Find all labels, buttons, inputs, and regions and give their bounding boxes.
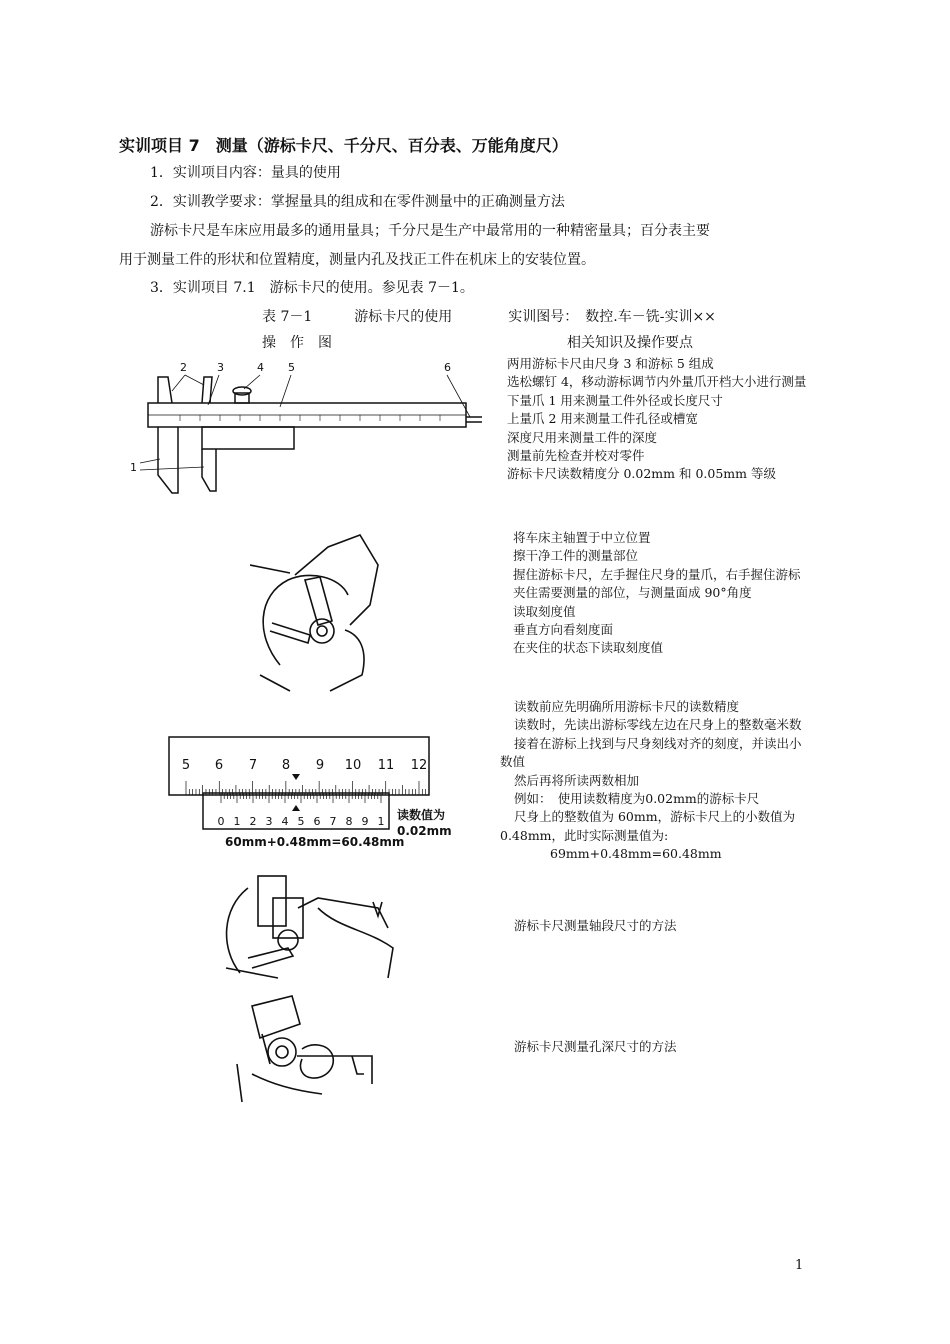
- row-5-notes: 游标卡尺测量孔深尺寸的方法: [514, 1039, 677, 1054]
- item-3: 3．实训项目 7.1 游标卡尺的使用。参见表 7－1。: [150, 280, 474, 296]
- note-line: 游标卡尺读数精度分 0.02mm 和 0.05mm 等级: [507, 466, 776, 482]
- vernier-scale-reading-diagram: [163, 725, 463, 850]
- note-line: 擦干净工件的测量部位: [513, 548, 639, 564]
- note-line: 深度尺用来测量工件的深度: [507, 429, 658, 445]
- note-line: 读数前应先明确所用游标卡尺的读数精度: [514, 699, 740, 714]
- vernier-scale-label: 9: [361, 815, 369, 828]
- main-scale-label: 5: [181, 758, 191, 773]
- label-3: 3: [217, 361, 224, 374]
- main-scale-label: 6: [214, 758, 224, 773]
- note-line: 上量爪 2 用来测量工件孔径或槽宽: [507, 411, 698, 427]
- label-1: 1: [130, 461, 137, 474]
- table-header-figure: 操 作 图: [262, 335, 332, 351]
- precision-label: 读数值为: [397, 808, 446, 822]
- main-scale-label: 7: [248, 758, 258, 773]
- vernier-scale-label: 4: [281, 815, 289, 828]
- alignment-marker-icon: [292, 774, 300, 780]
- vernier-scale-label: 3: [265, 815, 273, 828]
- note-line: 然后再将所读两数相加: [514, 772, 640, 788]
- note-line: 在夹住的状态下读取刻度值: [513, 640, 664, 656]
- vernier-scale-label: 2: [249, 815, 257, 828]
- note-line: 垂直方向看刻度面: [513, 622, 614, 638]
- note-line: 握住游标卡尺，左手握住尺身的量爪，右手握住游标: [513, 566, 801, 582]
- intro-line-1: 游标卡尺是车床应用最多的通用量具；千分尺是生产中最常用的一种精密量具；百分表主要: [150, 223, 710, 239]
- precision-value: 0.02mm: [397, 824, 452, 838]
- page-number: 1: [795, 1258, 804, 1273]
- alignment-marker-icon: [292, 805, 300, 811]
- note-line: 例如： 使用读数精度为0.02mm的游标卡尺: [514, 791, 760, 807]
- row-2-notes: [513, 529, 801, 658]
- vernier-scale-label: 1: [377, 815, 385, 828]
- main-scale-label: 10: [344, 758, 362, 773]
- table-header-notes: 相关知识及操作要点: [567, 335, 693, 351]
- note-line: 两用游标卡尺由尺身 3 和游标 5 组成: [507, 356, 714, 371]
- vernier-scale-label: 5: [297, 815, 305, 828]
- main-scale-label: 9: [315, 758, 325, 773]
- table-caption: 表 7－1 游标卡尺的使用 实训图号： 数控.车－铣-实训××: [262, 309, 716, 325]
- vernier-scale-label: 6: [313, 815, 321, 828]
- intro-line-2: 用于测量工件的形状和位置精度，测量内孔及找正工件在机床上的安装位置。: [119, 252, 595, 268]
- vernier-scale-label: 1: [233, 815, 241, 828]
- note-line: 数值: [500, 754, 526, 770]
- note-line: 夹住需要测量的部位，与测量面成 90°角度: [513, 585, 752, 601]
- note-line: 将车床主轴置于中立位置: [513, 530, 651, 545]
- note-line: 69mm+0.48mm=60.48mm: [500, 846, 722, 862]
- item-2: 2．实训教学要求：掌握量具的组成和在零件测量中的正确测量方法: [150, 194, 565, 210]
- item-1: 1．实训项目内容：量具的使用: [150, 165, 341, 181]
- row-1-notes: [507, 355, 806, 484]
- vernier-scale-label: 8: [345, 815, 353, 828]
- label-2: 2: [180, 361, 187, 374]
- vernier-caliper-diagram: [120, 355, 495, 500]
- note-line: 读数时，先读出游标零线左边在尺身上的整数毫米数: [514, 717, 802, 733]
- reading-formula: 60mm+0.48mm=60.48mm: [225, 835, 405, 849]
- shaft-measurement-photo: [218, 868, 398, 980]
- note-line: 尺身上的整数值为 60mm，游标卡尺上的小数值为: [514, 809, 796, 825]
- row-3-notes: [500, 698, 802, 864]
- main-scale-label: 12: [410, 758, 428, 773]
- note-line: 下量爪 1 用来测量工件外径或长度尺寸: [507, 392, 723, 408]
- main-scale-label: 8: [281, 758, 291, 773]
- note-line: 读取刻度值: [513, 603, 576, 619]
- vernier-scale-label: 7: [329, 815, 337, 828]
- vernier-scale-label: 0: [217, 815, 225, 828]
- note-line: 接着在游标上找到与尺身刻线对齐的刻度，并读出小: [514, 735, 802, 751]
- main-scale-label: 11: [377, 758, 395, 773]
- measuring-operation-photo: [250, 525, 390, 693]
- note-line: 0.48mm，此时实际测量值为:: [500, 827, 669, 843]
- page-title: 实训项目 7 测量（游标卡尺、千分尺、百分表、万能角度尺）: [119, 136, 568, 155]
- hole-depth-measurement-photo: [232, 994, 382, 1104]
- note-line: 测量前先检查并校对零件: [507, 448, 645, 464]
- row-4-notes: 游标卡尺测量轴段尺寸的方法: [514, 918, 677, 933]
- label-5: 5: [288, 361, 295, 374]
- label-4: 4: [257, 361, 264, 374]
- note-line: 选松螺钉 4，移动游标调节内外量爪开档大小进行测量: [507, 374, 807, 390]
- label-6: 6: [444, 361, 451, 374]
